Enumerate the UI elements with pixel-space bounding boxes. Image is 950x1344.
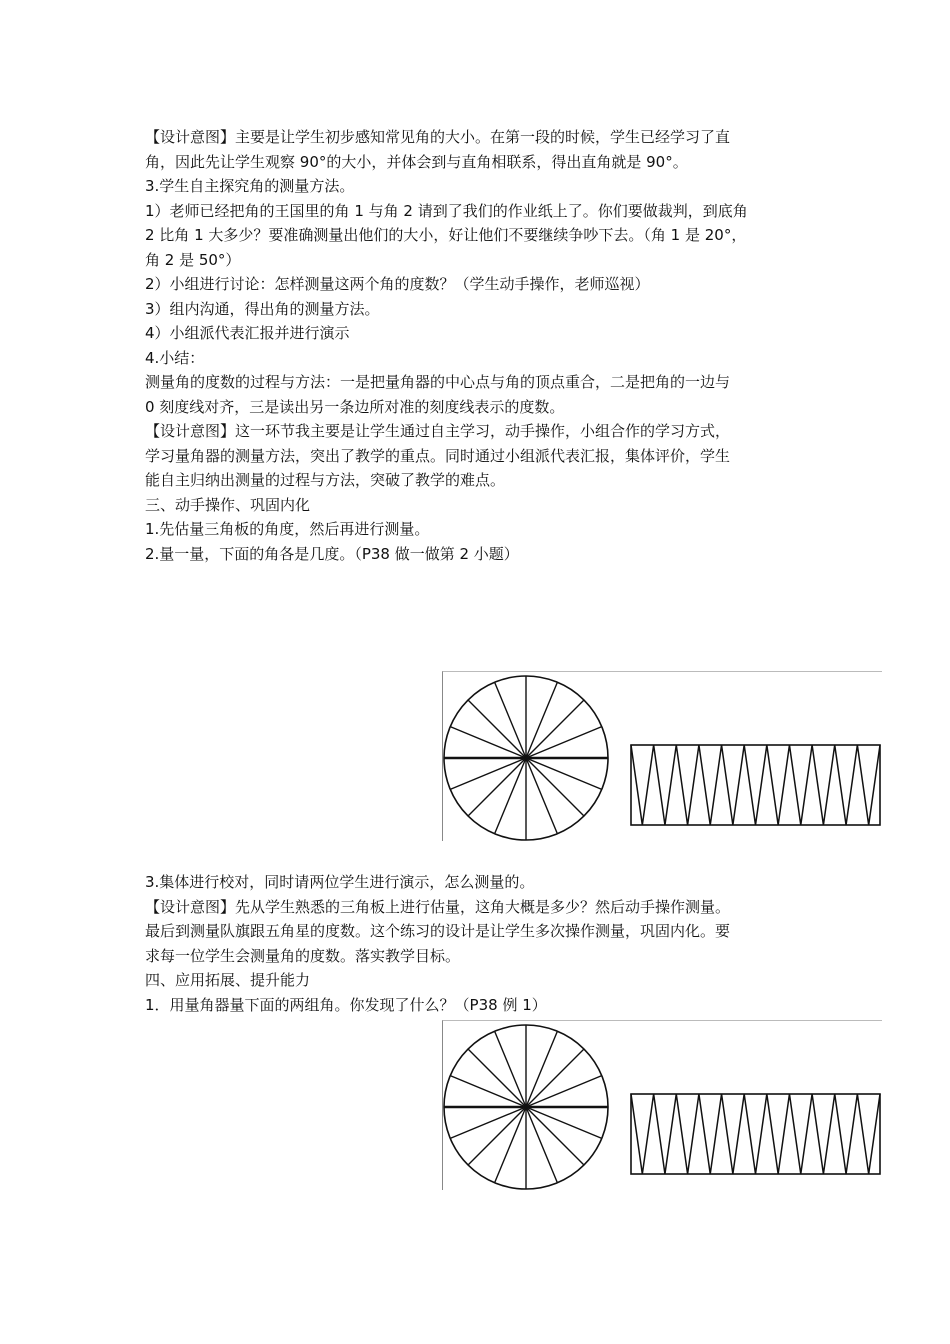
text-section-a <box>145 125 813 566</box>
section-heading: 三、动手操作、巩固内化 <box>145 495 311 514</box>
section-heading: 四、应用拓展、提升能力 <box>145 971 311 989</box>
paragraph-line: 【设计意图】先从学生熟悉的三角板上进行估量，这角大概是多少？然后动手操作测量。 <box>145 897 731 916</box>
paragraph-line: 4.小结： <box>145 348 205 367</box>
paragraph-line: 1）老师已经把角的王国里的角 1 与角 2 请到了我们的作业纸上了。你们要做裁判，到底角 <box>145 201 748 220</box>
paragraph-line: 【设计意图】主要是让学生初步感知常见角的大小。在第一段的时候，学生已经学习了直 <box>145 128 731 146</box>
paragraph-line: 能自主归纳出测量的过程与方法，突破了教学的难点。 <box>145 471 506 489</box>
paragraph-line: 求每一位学生会测量角的度数。落实教学目标。 <box>145 946 461 965</box>
circle-spoke <box>468 758 526 816</box>
circle-spoke <box>468 1107 526 1165</box>
circle-spoke <box>526 1107 584 1165</box>
paragraph-line: 最后到测量队旗跟五角星的度数。这个练习的设计是让学生多次操作测量，巩固内化。要 <box>145 922 731 940</box>
paragraph-line: 2 比角 1 大多少？要准确测量出他们的大小，好让他们不要继续争吵下去。（角 1 是 20°， <box>145 226 747 244</box>
paragraph-line: 2.量一量，下面的角各是几度。（P38 做一做第 2 小题） <box>145 544 519 563</box>
paragraph-line: 3.学生自主探究角的测量方法。 <box>145 177 355 195</box>
figure-circle-and-zigzag-1 <box>441 671 882 841</box>
circle-spoke <box>526 700 584 758</box>
circle-zigzag-illustration <box>441 671 882 841</box>
figure-circle-and-zigzag-2 <box>441 1020 882 1190</box>
circle-spoke <box>468 700 526 758</box>
paragraph-line: 1.先估量三角板的角度，然后再进行测量。 <box>145 520 430 538</box>
paragraph-line: 1．用量角器量下面的两组角。你发现了什么？（P38 例 1） <box>145 995 547 1014</box>
paragraph-line: 角 2 是 50°） <box>145 250 241 269</box>
zigzag-line <box>631 745 880 825</box>
zigzag-frame <box>631 1094 880 1174</box>
paragraph-line: 3.集体进行校对，同时请两位学生进行演示，怎么测量的。 <box>145 873 535 891</box>
circle-spoke <box>468 1049 526 1107</box>
circle-zigzag-illustration <box>441 1020 882 1190</box>
paragraph-line: 3）组内沟通，得出角的测量方法。 <box>145 299 380 318</box>
paragraph-line: 学习量角器的测量方法，突出了教学的重点。同时通过小组派代表汇报，集体评价，学生 <box>145 446 731 465</box>
zigzag-frame <box>631 745 880 825</box>
paragraph-line: 4）小组派代表汇报并进行演示 <box>145 324 350 342</box>
text-section-b <box>145 870 813 1017</box>
paragraph-line: 角，因此先让学生观察 90°的大小，并体会到与直角相联系，得出直角就是 90°。 <box>145 152 688 171</box>
paragraph-line: 【设计意图】这一环节我主要是让学生通过自主学习，动手操作，小组合作的学习方式， <box>145 422 731 440</box>
zigzag-line <box>631 1094 880 1174</box>
paragraph-line: 0 刻度线对齐，三是读出另一条边所对准的刻度线表示的度数。 <box>145 397 565 416</box>
circle-spoke <box>526 1049 584 1107</box>
paragraph-line: 2）小组进行讨论：怎样测量这两个角的度数？（学生动手操作，老师巡视） <box>145 275 650 293</box>
circle-spoke <box>526 758 584 816</box>
paragraph-line: 测量角的度数的过程与方法：一是把量角器的中心点与角的顶点重合，二是把角的一边与 <box>145 373 731 391</box>
